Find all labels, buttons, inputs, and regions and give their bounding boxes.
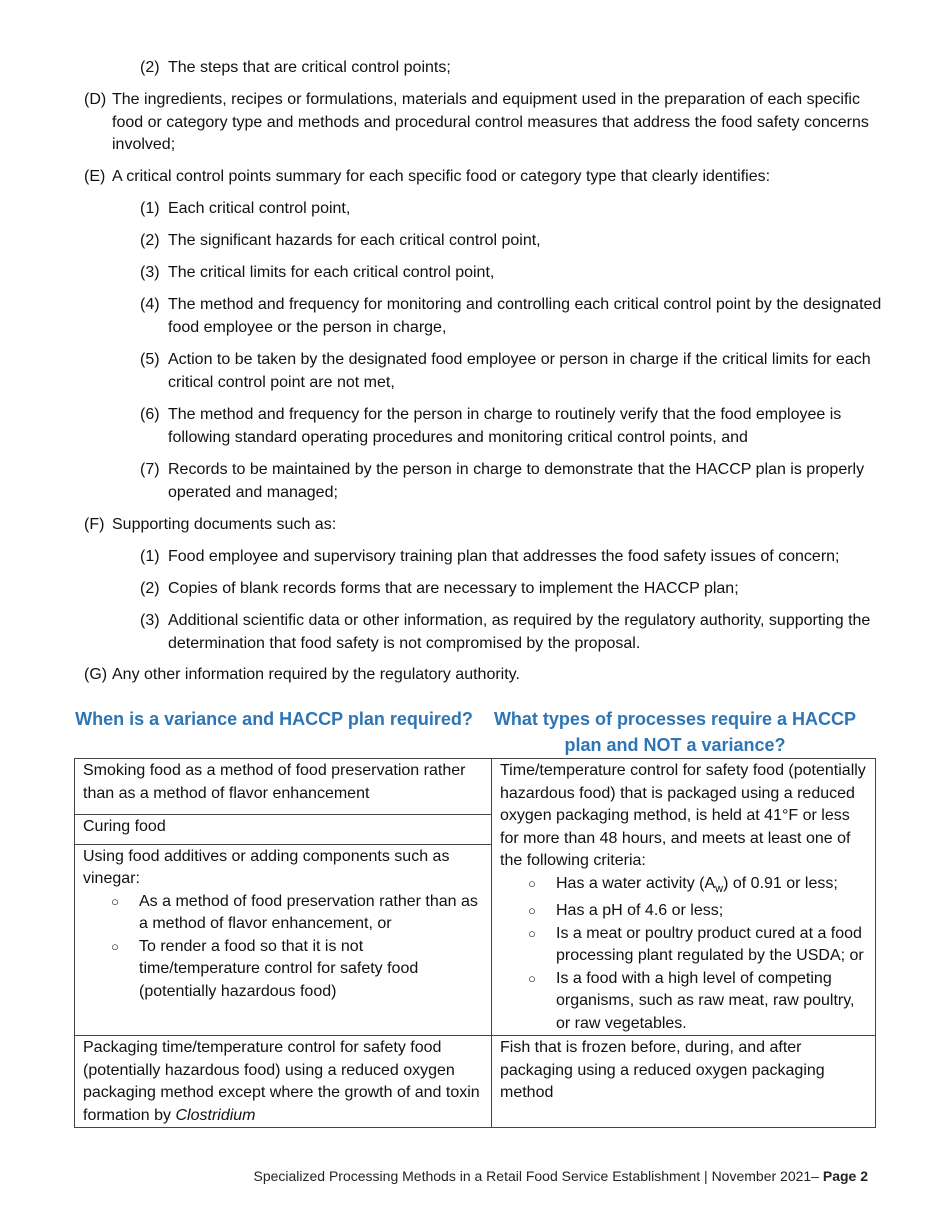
list-item: [500, 923, 867, 968]
packaging-italic-text: Clostridium: [175, 1106, 256, 1124]
item-label: (1): [140, 548, 160, 565]
circle-bullet-icon: ○: [528, 903, 536, 919]
footer-text: Specialized Processing Methods in a Retail Food Service Establishment | November 2021–: [253, 1168, 823, 1184]
cell-packaging: [75, 1036, 492, 1128]
additives-list: [83, 891, 483, 1004]
additives-intro: Using food additives or adding components such as vinegar:: [83, 847, 450, 888]
list-item-F1: [140, 546, 910, 569]
item-text: The method and frequency for monitoring and controlling each critical control point by the designated food employee or the person in charge,: [168, 296, 882, 336]
bullet-text: Is a food with a high level of competing organisms, such as raw meat, raw poultry, or raw vegetables.: [556, 969, 855, 1032]
item-text: Food employee and supervisory training plan that addresses the food safety issues of concern;: [168, 548, 840, 565]
bullet-text: As a method of food preservation rather than as a method of flavor enhancement, or: [139, 892, 478, 933]
item-text: Supporting documents such as:: [112, 516, 337, 533]
item-text: The significant hazards for each critical control point,: [168, 232, 541, 249]
list-item-F3: [140, 610, 900, 655]
list-item: [500, 900, 867, 923]
item-text: Any other information required by the regulatory authority.: [112, 666, 520, 683]
circle-bullet-icon: ○: [528, 875, 536, 891]
cell-rop-criteria: [492, 759, 876, 1036]
page-number: Page 2: [822, 1168, 868, 1184]
list-item: [83, 936, 483, 1004]
list-item-E4: [140, 294, 900, 339]
item-text: Records to be maintained by the person in charge to demonstrate that the HACCP plan is properly operated and managed;: [168, 461, 865, 501]
cell-fish: Fish that is frozen before, during, and after packaging using a reduced oxygen packaging method: [492, 1036, 876, 1128]
cell-additives: [75, 844, 492, 1035]
bullet-text: Has a pH of 4.6 or less;: [556, 902, 724, 920]
packaging-text: Packaging time/temperature control for safety food (potentially hazardous food) using a reduced oxygen packaging method except where the growth of and toxin formation by: [83, 1039, 480, 1124]
list-item-G: [84, 664, 894, 687]
item-label: (F): [84, 516, 105, 533]
list-item-E6: [140, 404, 900, 449]
item-label: (3): [140, 264, 160, 281]
cell-smoking: Smoking food as a method of food preservation rather than as a method of flavor enhancement: [75, 759, 492, 815]
list-item-c2: [140, 57, 900, 80]
item-label: (7): [140, 461, 160, 478]
item-label: (D): [84, 91, 107, 108]
list-item-E: [84, 166, 894, 189]
item-label: (2): [140, 59, 160, 76]
circle-bullet-icon: ○: [528, 925, 536, 941]
rop-intro: Time/temperature control for safety food (potentially hazardous food) that is packaged using a reduced oxygen packaging method, is held at 41°F or less for more than 48 hours, and meets at least one of the following criteria:: [500, 762, 866, 869]
heading-haccp-not-variance: What types of processes require a HACCP plan and NOT a variance?: [493, 709, 857, 755]
item-label: (5): [140, 351, 160, 368]
item-label: (6): [140, 406, 160, 423]
rop-criteria-list: [500, 873, 867, 1036]
item-label: (1): [140, 200, 160, 217]
item-text: Additional scientific data or other information, as required by the regulatory authority, supporting the determination that food safety is not compromised by the proposal.: [168, 612, 871, 652]
table-row: [75, 759, 876, 815]
heading-variance-required: When is a variance and HACCP plan required?: [75, 709, 473, 729]
item-label: (4): [140, 296, 160, 313]
item-label: (E): [84, 168, 106, 185]
list-item: [500, 968, 867, 1036]
circle-bullet-icon: ○: [528, 970, 536, 986]
item-text: The critical limits for each critical control point,: [168, 264, 495, 281]
circle-bullet-icon: ○: [111, 893, 119, 909]
list-item: [83, 891, 483, 936]
item-text: The steps that are critical control points;: [168, 59, 451, 76]
bullet-text-end: ) of 0.91 or less;: [723, 874, 838, 892]
item-label: (2): [140, 232, 160, 249]
bullet-text-subscript: w: [715, 882, 724, 895]
list-item: [500, 873, 867, 901]
bullet-text: Is a meat or poultry product cured at a food processing plant regulated by the USDA; or: [556, 924, 864, 965]
item-text: The method and frequency for the person in charge to routinely verify that the food employee is following standard operating procedures and monitoring critical control points, and: [168, 406, 842, 446]
item-text: The ingredients, recipes or formulations, materials and equipment used in the preparation of each specific food or category type and methods and procedural control measures that address the food safety concerns involved;: [112, 91, 869, 153]
item-label: (G): [84, 666, 108, 683]
item-text: Each critical control point,: [168, 200, 351, 217]
item-label: (2): [140, 580, 160, 597]
bullet-text-start: Has a water activity (A: [556, 874, 716, 892]
comparison-table: [74, 758, 876, 1128]
circle-bullet-icon: ○: [111, 938, 119, 954]
cell-curing: Curing food: [75, 815, 492, 844]
list-item-F2: [140, 578, 900, 601]
page-footer: [253, 1165, 868, 1188]
list-item-E7: [140, 459, 900, 504]
item-text: Action to be taken by the designated food employee or person in charge if the critical limits for each critical control point are not met,: [168, 351, 871, 391]
item-text: Copies of blank records forms that are necessary to implement the HACCP plan;: [168, 580, 739, 597]
list-item-E2: [140, 230, 900, 253]
item-label: (3): [140, 612, 160, 629]
table-row: [75, 1036, 876, 1128]
list-item-F: [84, 514, 894, 537]
list-item-E3: [140, 262, 900, 285]
list-item-D: [84, 89, 894, 157]
bullet-text: To render a food so that it is not time/temperature control for safety food (potentially hazardous food): [139, 937, 419, 1000]
list-item-E1: [140, 198, 900, 221]
item-text: A critical control points summary for each specific food or category type that clearly identifies:: [112, 168, 771, 185]
list-item-E5: [140, 349, 900, 394]
